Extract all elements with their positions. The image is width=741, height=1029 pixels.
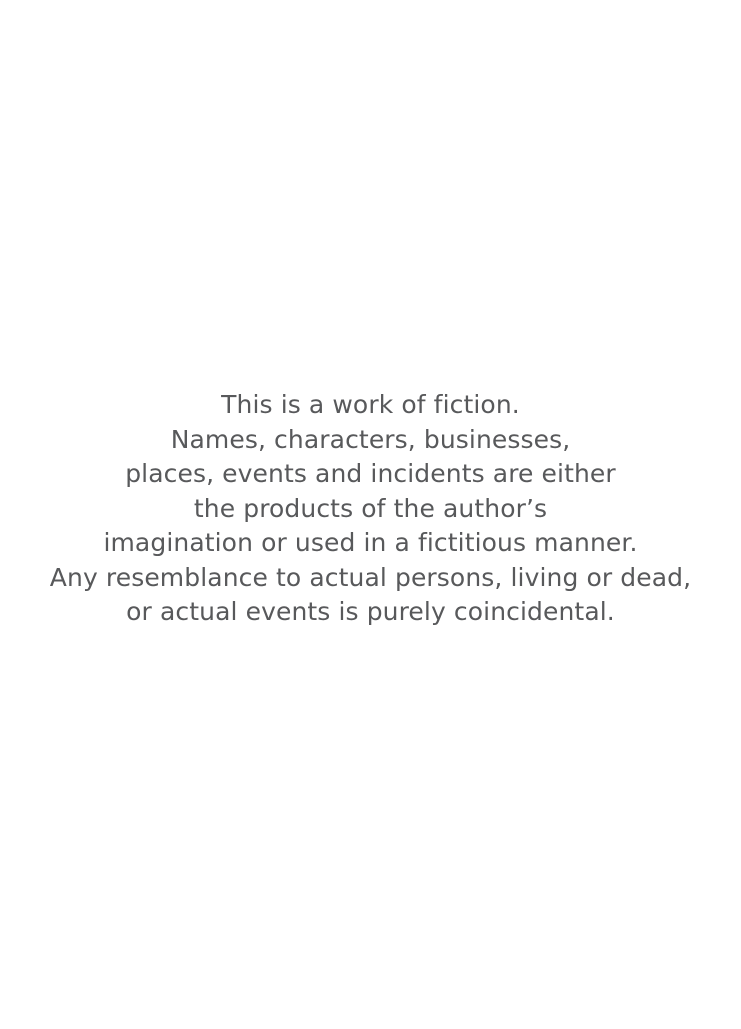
- disclaimer-line: Any resemblance to actual persons, living or dead,: [49, 562, 692, 592]
- disclaimer-line: places, events and incidents are either: [125, 459, 616, 488]
- disclaimer-line: imagination or used in a fictitious manner.: [103, 528, 638, 557]
- disclaimer-line: This is a work of fiction.: [221, 390, 520, 419]
- disclaimer-line: the products of the author’s: [193, 493, 548, 523]
- disclaimer-line: or actual events is purely coincidental.: [126, 597, 615, 626]
- disclaimer-line: Names, characters, businesses,: [170, 424, 571, 454]
- fiction-disclaimer: [0, 388, 741, 630]
